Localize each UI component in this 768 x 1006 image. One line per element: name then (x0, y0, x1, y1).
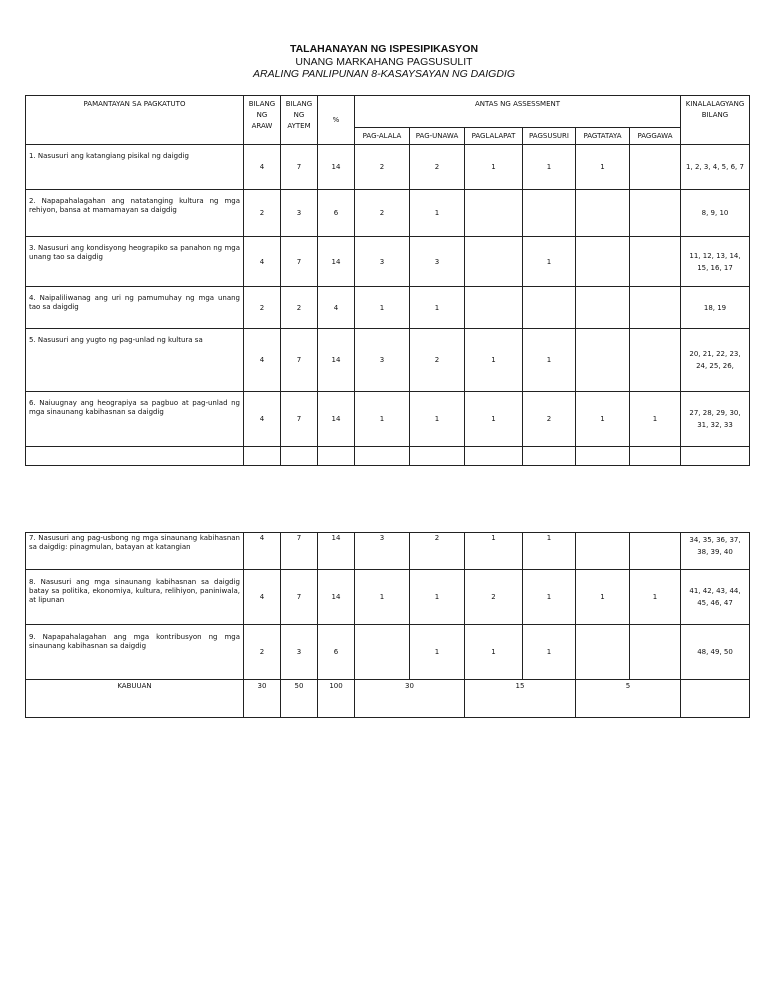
totals-items: 50 (281, 680, 318, 718)
level-cell: 1 (465, 329, 523, 392)
level-cell: 1 (410, 287, 465, 329)
days-cell: 2 (244, 625, 281, 680)
specification-table-part-2 (25, 532, 750, 718)
level-cell (523, 190, 576, 237)
level-cell (465, 287, 523, 329)
header-percent: % (318, 96, 355, 145)
level-cell (465, 237, 523, 287)
totals-group-1-value: 30 (405, 682, 414, 690)
level-cell: 1 (355, 392, 410, 447)
level-cell (630, 145, 681, 190)
level-cell: 2 (465, 570, 523, 625)
days-cell: 4 (244, 392, 281, 447)
level-cell: 1 (465, 392, 523, 447)
header-level: PAGTATAYA (576, 128, 630, 145)
items-cell: 7 (281, 392, 318, 447)
level-cell: 1 (410, 392, 465, 447)
level-cell: 1 (630, 570, 681, 625)
level-cell: 2 (410, 145, 465, 190)
days-cell: 4 (244, 533, 281, 570)
level-cell (630, 287, 681, 329)
table-row (26, 237, 750, 287)
level-cell (465, 190, 523, 237)
level-cell: 1 (410, 190, 465, 237)
placement-cell: 34, 35, 36, 37, 38, 39, 40 (681, 533, 750, 570)
level-cell: 2 (410, 533, 465, 570)
level-cell: 3 (355, 237, 410, 287)
placement-cell: 48, 49, 50 (681, 625, 750, 680)
items-cell: 7 (281, 237, 318, 287)
level-cell: 1 (576, 570, 630, 625)
level-cell: 1 (523, 329, 576, 392)
header-items: BILANG NG AYTEM (281, 96, 318, 145)
level-cell: 1 (523, 237, 576, 287)
level-cell: 2 (355, 190, 410, 237)
placement-cell: 11, 12, 13, 14, 15, 16, 17 (681, 237, 750, 287)
empty-row (26, 447, 750, 466)
competency-cell: 8. Nasusuri ang mga sinaunang kabihasnan sa daigdig batay sa politika, ekonomiya, kultura, relihiyon, paniniwala, at lipunan (26, 570, 244, 625)
percent-cell: 14 (318, 145, 355, 190)
totals-percent: 100 (318, 680, 355, 718)
totals-label: KABUUAN (26, 680, 244, 718)
placement-cell: 8, 9, 10 (681, 190, 750, 237)
percent-cell: 14 (318, 392, 355, 447)
days-cell: 2 (244, 287, 281, 329)
days-cell: 4 (244, 329, 281, 392)
level-cell: 3 (355, 533, 410, 570)
days-cell: 4 (244, 237, 281, 287)
table-row (26, 533, 750, 570)
items-cell: 7 (281, 570, 318, 625)
competency-cell: 5. Nasusuri ang yugto ng pag-unlad ng kultura sa (26, 329, 244, 392)
level-cell: 1 (465, 625, 523, 680)
percent-cell: 6 (318, 625, 355, 680)
level-cell: 1 (410, 625, 465, 680)
table-row (26, 392, 750, 447)
level-cell: 1 (465, 533, 523, 570)
level-cell: 1 (576, 392, 630, 447)
header-level: PAGGAWA (630, 128, 681, 145)
level-cell: 1 (523, 570, 576, 625)
placement-cell: 18, 19 (681, 287, 750, 329)
totals-group-2-value: 15 (515, 682, 525, 690)
totals-group-2 (465, 680, 576, 718)
days-cell: 4 (244, 145, 281, 190)
level-cell: 1 (523, 145, 576, 190)
placement-cell: 20, 21, 22, 23, 24, 25, 26, (681, 329, 750, 392)
level-cell (630, 190, 681, 237)
level-cell (576, 533, 630, 570)
table-row (26, 190, 750, 237)
level-cell: 1 (523, 625, 576, 680)
percent-cell: 6 (318, 190, 355, 237)
level-cell: 1 (523, 533, 576, 570)
header-assessment: ANTAS NG ASSESSMENT (355, 96, 681, 128)
level-cell (576, 190, 630, 237)
table-row (26, 570, 750, 625)
header-row (26, 96, 750, 128)
level-cell: 3 (355, 329, 410, 392)
level-cell: 2 (355, 145, 410, 190)
level-cell (576, 329, 630, 392)
level-cell (630, 625, 681, 680)
totals-group-1 (355, 680, 465, 718)
competency-cell: 2. Napapahalagahan ang natatanging kultura ng mga rehiyon, bansa at mamamayan sa daigdig (26, 190, 244, 237)
items-cell: 3 (281, 625, 318, 680)
competency-cell: 1. Nasusuri ang katangiang pisikal ng daigdig (26, 145, 244, 190)
table-row (26, 145, 750, 190)
level-cell (576, 287, 630, 329)
level-cell: 1 (630, 392, 681, 447)
level-cell (576, 625, 630, 680)
header-level: PAG-ALALA (355, 128, 410, 145)
days-cell: 2 (244, 190, 281, 237)
items-cell: 7 (281, 533, 318, 570)
document-title: TALAHANAYAN NG ISPESIPIKASYON (289, 43, 479, 55)
totals-row (26, 680, 750, 718)
percent-cell: 14 (318, 329, 355, 392)
placement-cell: 27, 28, 29, 30, 31, 32, 33 (681, 392, 750, 447)
items-cell: 2 (281, 287, 318, 329)
competency-cell: 7. Nasusuri ang pag-usbong ng mga sinaunang kabihasnan sa daigdig: pinagmulan, batayan at katangian (26, 533, 244, 570)
totals-group-3-value: 5 (625, 682, 631, 690)
totals-placement (681, 680, 750, 718)
days-cell: 4 (244, 570, 281, 625)
level-cell (630, 329, 681, 392)
level-cell: 3 (410, 237, 465, 287)
level-cell: 1 (410, 570, 465, 625)
header-competency: PAMANTAYAN SA PAGKATUTO (26, 96, 244, 145)
items-cell: 7 (281, 329, 318, 392)
table-row (26, 625, 750, 680)
level-cell (355, 625, 410, 680)
table-row (26, 329, 750, 392)
items-cell: 7 (281, 145, 318, 190)
level-cell: 2 (523, 392, 576, 447)
percent-cell: 14 (318, 533, 355, 570)
document-subtitle: UNANG MARKAHANG PAGSUSULIT (295, 56, 473, 68)
level-cell: 2 (410, 329, 465, 392)
specification-table-part-1 (25, 95, 750, 466)
competency-cell: 3. Nasusuri ang kondisyong heograpiko sa panahon ng mga unang tao sa daigdig (26, 237, 244, 287)
totals-days: 30 (244, 680, 281, 718)
table-row (26, 287, 750, 329)
header-level: PAGSUSURI (523, 128, 576, 145)
percent-cell: 4 (318, 287, 355, 329)
level-cell (576, 237, 630, 287)
items-cell: 3 (281, 190, 318, 237)
level-cell: 1 (576, 145, 630, 190)
competency-cell: 9. Napapahalagahan ang mga kontribusyon ng mga sinaunang kabihasnan sa daigdig (26, 625, 244, 680)
placement-cell: 41, 42, 43, 44, 45, 46, 47 (681, 570, 750, 625)
level-cell: 1 (355, 570, 410, 625)
level-cell (630, 237, 681, 287)
header-level: PAGLALAPAT (465, 128, 523, 145)
header-level: PAG-UNAWA (410, 128, 465, 145)
level-cell (630, 533, 681, 570)
level-cell (523, 287, 576, 329)
percent-cell: 14 (318, 237, 355, 287)
percent-cell: 14 (318, 570, 355, 625)
level-cell: 1 (465, 145, 523, 190)
competency-cell: 4. Naipaliliwanag ang uri ng pamumuhay ng mga unang tao sa daigdig (26, 287, 244, 329)
placement-cell: 1, 2, 3, 4, 5, 6, 7 (681, 145, 750, 190)
totals-group-3 (576, 680, 681, 718)
header-days: BILANG NG ARAW (244, 96, 281, 145)
course-title: ARALING PANLIPUNAN 8-KASAYSAYAN NG DAIGDIG (253, 68, 515, 80)
header-placement: KINALALAGYANG BILANG (681, 96, 750, 145)
level-cell: 1 (355, 287, 410, 329)
competency-cell: 6. Naiuugnay ang heograpiya sa pagbuo at pag-unlad ng mga sinaunang kabihasnan sa daigdig (26, 392, 244, 447)
